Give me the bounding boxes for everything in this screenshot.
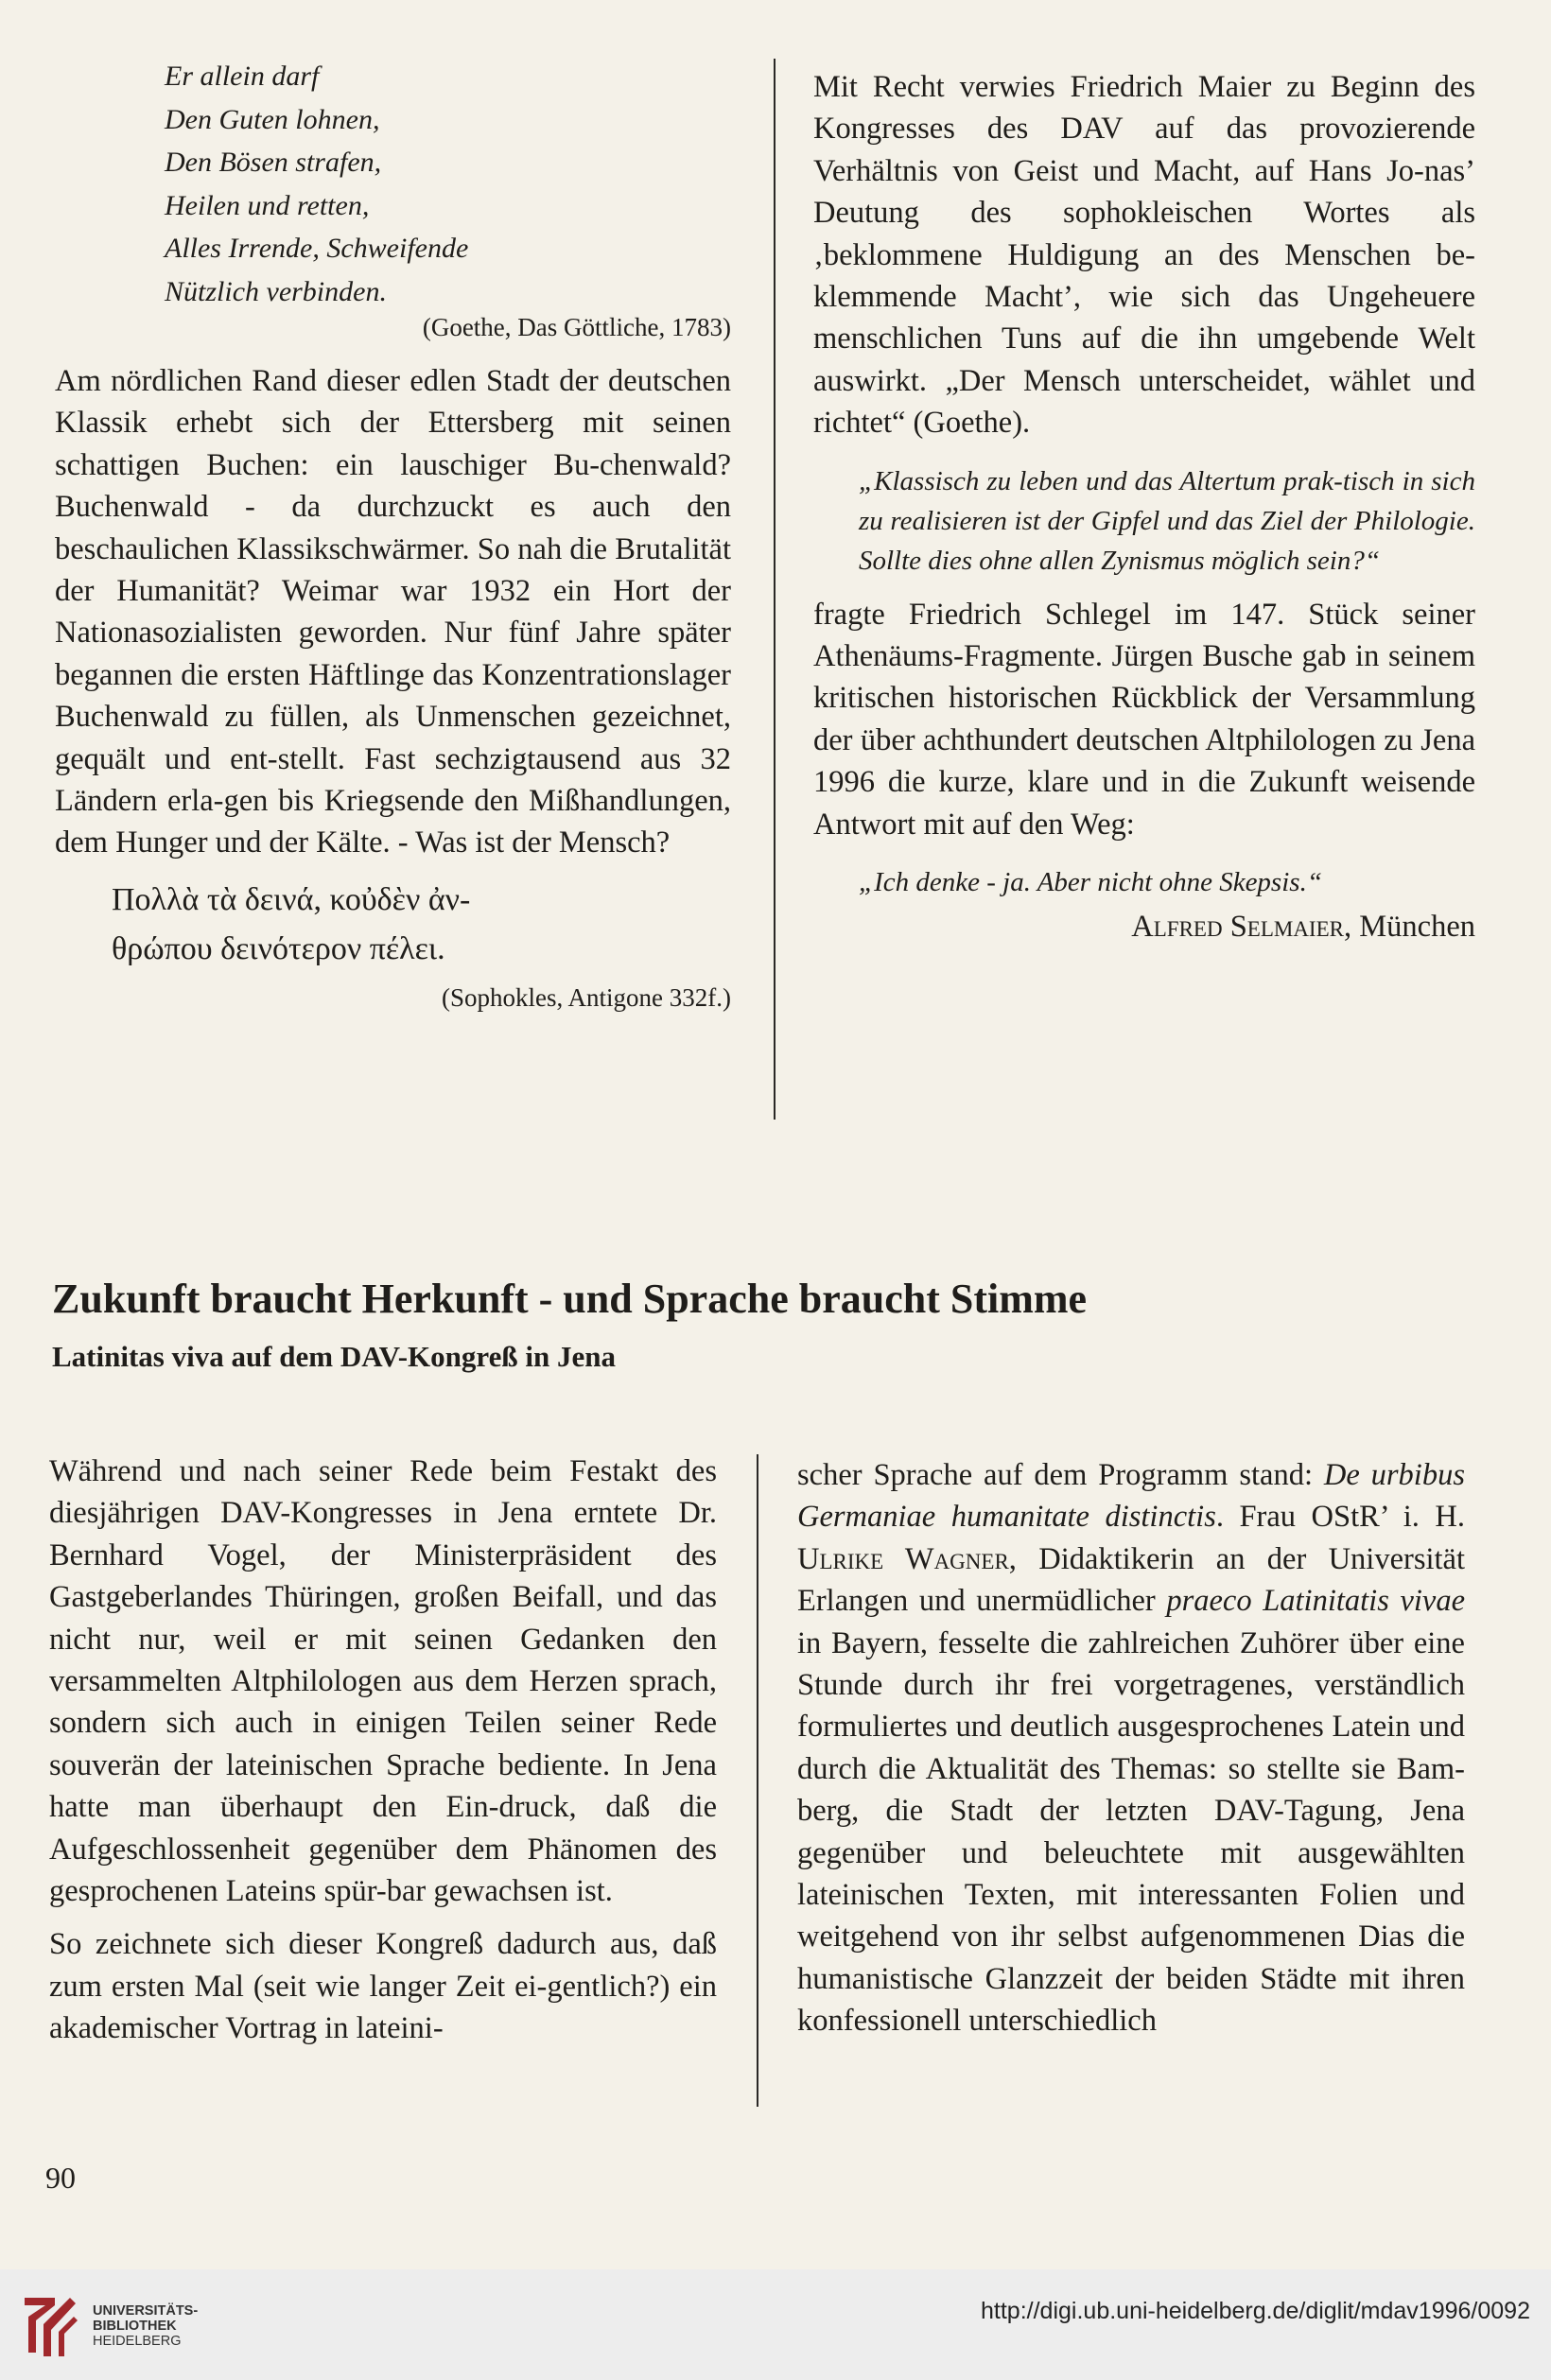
column-divider-bottom (757, 1454, 758, 2107)
body-paragraph: fragte Friedrich Schlegel im 147. Stück seiner Athenäums-Fragmente. Jürgen Busche gab in seinem kritischen historischen Rückblick der Versammlung der über achthundert deutschen Altphilologen zu Jena 1996 die kurze, klare und in die Zukunft weisende Antwort mit auf den Weg: (813, 597, 1475, 842)
schlegel-quote: „Klassisch zu leben und das Altertum prak-tisch in sich zu realisieren ist der Gipfel und das Ziel der Philologie. Sollte dies ohne allen Zynismus möglich sein?“ (859, 465, 1475, 576)
body-paragraph: scher Sprache auf dem Programm stand: De urbibus Germaniae humanitate distinctis. Frau OStR’ i. H. Ulrike Wagner, Didaktikerin an der Universität Erlangen und unermüdlicher praeco Latinitatis vivae in Bayern, fesselte die zahlreichen Zuhörer über eine Stunde durch ihr frei vorgetragenes, verständlich formuliertes und deutlich ausgesprochenes Latein und durch die Aktualität des Themas: so stellte sie Bam-berg, die Stadt der letzten DAV-Tagung, Jena gegenüber und beleuchtete mit ausgewählten lateinischen Texten, mit interessanten Folien und weitgehend von ihr selbst aufgenommenen Dias die humanistische Glanzzeit der beiden Städte mit ihren konfessionell unterschiedlich (797, 1458, 1465, 2039)
lecture-title: De urbibus Germaniae humanitate distinctis (797, 1458, 1465, 1535)
latin-phrase: praeco Latinitatis vivae (1166, 1584, 1465, 1619)
poem-line: Den Bösen strafen, (165, 147, 382, 178)
body-paragraph: So zeichnete sich dieser Kongreß dadurch aus, daß zum ersten Mal (seit wie langer Zeit ei-gentlich?) ein akademischer Vortrag in lateini- (49, 1927, 717, 2046)
body-paragraph: Am nördlichen Rand dieser edlen Stadt der deutschen Klassik erhebt sich der Ettersberg mit seinen schattigen Buchen: ein lauschiger Bu-chenwald? Buchenwald - da durchzuckt es auch den beschaulichen Klassikschwärmer. So nah die Brutalität der Humanität? Weimar war 1932 ein Hort der Nationasozialisten geworden. Nur fünf Jahre später begannen die ersten Häftlinge das Konzentrationslager Buchenwald zu füllen, als Unmenschen gezeichnet, gequält und ent-stellt. Fast sechzigtausend aus 32 Ländern erla-gen bis Kriegsende den Mißhandlungen, dem Hunger und der Kälte. - Was ist der Mensch? (55, 364, 731, 860)
author-signature (813, 906, 1475, 947)
author-place: , München (1344, 910, 1475, 945)
speaker-name: Ulrike Wagner (797, 1541, 1009, 1576)
library-logo-icon (17, 2286, 83, 2362)
author-name: Alfred Selmaier (1131, 910, 1344, 945)
article-title: Zukunft braucht Herkunft - und Sprache braucht Stimme (52, 1276, 1088, 1322)
source-url-link[interactable]: http://digi.ub.uni-heidelberg.de/diglit/mdav1996/0092 (981, 2298, 1530, 2324)
greek-citation: (Sophokles, Antigone 332f.) (442, 982, 731, 1012)
greek-line: Πολλὰ τὰ δεινά, κοὐδὲν ἀν- (112, 881, 471, 917)
library-name: UNIVERSITÄTS- BIBLIOTHEK HEIDELBERG (93, 2303, 199, 2349)
digitization-footer (0, 2269, 1551, 2380)
poem-citation: (Goethe, Das Göttliche, 1783) (422, 313, 731, 341)
right-bottom-column (797, 1454, 1465, 2042)
poem-line: Nützlich verbinden. (165, 275, 387, 307)
busche-quote: „Ich denke - ja. Aber nicht ohne Skepsis.“ (859, 867, 1322, 898)
poem-line: Heilen und retten, (165, 189, 370, 221)
column-divider-top (774, 59, 776, 1120)
poem-line: Den Guten lohnen, (165, 103, 380, 135)
left-top-column (55, 55, 731, 1017)
page-number: 90 (45, 2161, 76, 2195)
right-top-column (813, 66, 1475, 948)
greek-line: θρώπου δεινότερον πέλει. (112, 930, 445, 966)
poem-line: Er allein darf (165, 61, 320, 92)
poem-line: Alles Irrende, Schweifende (165, 233, 469, 264)
greek-quote (55, 876, 731, 974)
body-paragraph: Während und nach seiner Rede beim Festakt des diesjährigen DAV-Kongresses in Jena erntete Dr. Bernhard Vogel, der Ministerpräsident des Gastgeberlandes Thüringen, großen Beifall, und das nicht nur, weil er mit seinen Gedanken den versammelten Altphilologen aus dem Herzen sprach, sondern sich auch in einigen Teilen seiner Rede souverän der lateinischen Sprache bediente. In Jena hatte man überhaupt den Ein-druck, daß die Aufgeschlossenheit gegenüber dem Phänomen des gesprochenen Lateins spür-bar gewachsen ist. (49, 1454, 717, 1909)
goethe-poem (55, 55, 731, 313)
left-bottom-column (49, 1451, 717, 2050)
body-paragraph: Mit Recht verwies Friedrich Maier zu Beginn des Kongresses des DAV auf das provozierende Verhältnis von Geist und Macht, auf Hans Jo-nas’ Deutung des sophokleischen Wortes als ‚beklommene Huldigung an des Menschen be-klemmende Macht’, wie sich das Ungeheuere menschlichen Tuns auf die ihn umgebende Welt auswirkt. „Der Mensch unterscheidet, wählet und richtet“ (Goethe). (813, 70, 1475, 441)
article-subtitle: Latinitas viva auf dem DAV-Kongreß in Jena (52, 1340, 616, 1373)
